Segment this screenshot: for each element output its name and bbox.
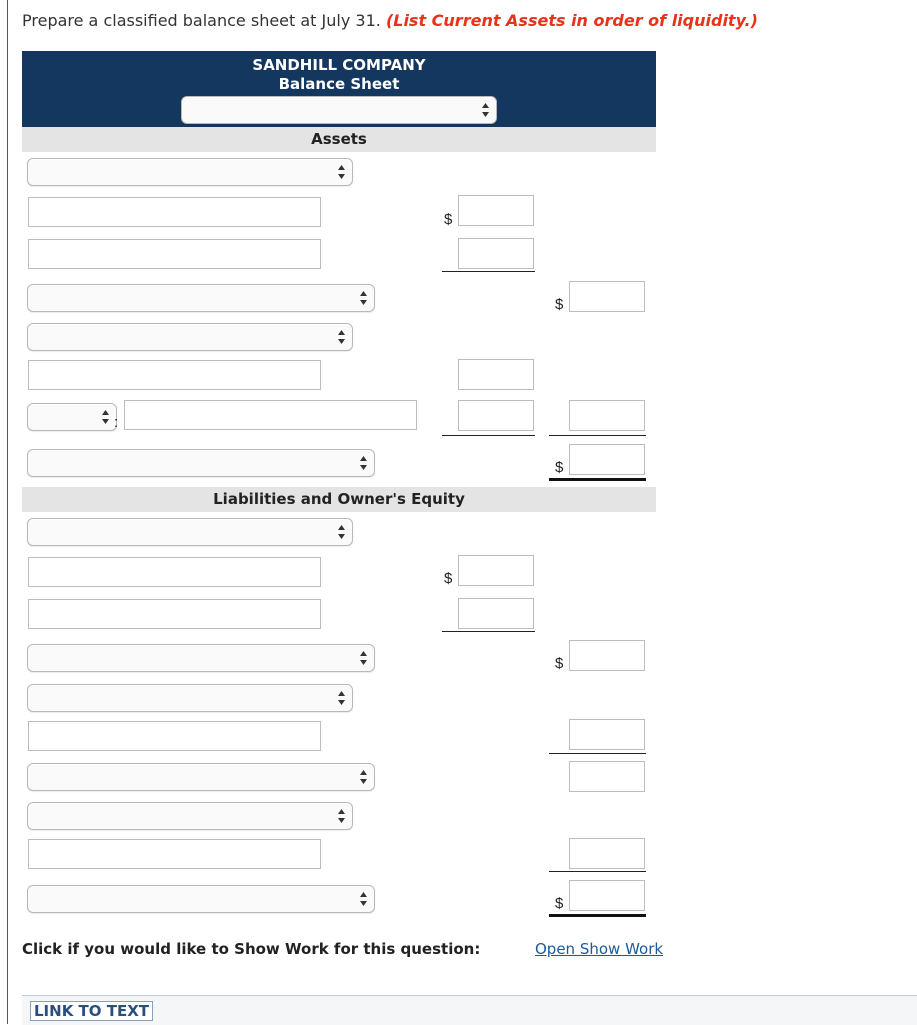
open-show-work-link[interactable]: Open Show Work — [535, 940, 664, 958]
account-name-input[interactable] — [28, 197, 321, 227]
instruction — [22, 11, 758, 30]
subtotal-rule — [442, 271, 535, 272]
equity-category-select[interactable] — [27, 684, 353, 712]
line-item-select[interactable] — [27, 763, 375, 791]
select-arrows-icon — [359, 290, 368, 306]
select-arrows-icon — [481, 102, 490, 118]
amount-input[interactable] — [458, 238, 534, 269]
subtotal-rule — [442, 631, 535, 632]
net-amount-input[interactable] — [569, 400, 645, 431]
select-arrows-icon — [359, 891, 368, 907]
double-total-rule — [549, 914, 646, 917]
double-total-rule — [549, 478, 646, 481]
amount-input[interactable] — [458, 359, 534, 390]
balance-sheet-header — [22, 51, 656, 127]
amount-input[interactable] — [458, 195, 534, 226]
account-name-input[interactable] — [28, 239, 321, 269]
dollar-sign: $ — [555, 296, 564, 313]
dollar-sign: $ — [444, 570, 453, 587]
amount-input[interactable] — [458, 400, 534, 431]
dollar-sign: $ — [555, 655, 564, 672]
instruction-text: Prepare a classified balance sheet at July 31. — [22, 11, 381, 30]
amount-input[interactable] — [458, 555, 534, 586]
footer-bar — [22, 995, 917, 1025]
show-work-prompt: Click if you would like to Show Work for this question: — [22, 940, 481, 958]
frame-border — [7, 0, 8, 1024]
total-assets-input[interactable] — [569, 444, 645, 475]
total-liabilities-equity-input[interactable] — [569, 880, 645, 911]
account-name-input[interactable] — [28, 360, 321, 390]
select-arrows-icon — [337, 690, 346, 706]
total-amount-input[interactable] — [569, 281, 645, 312]
less-select[interactable] — [27, 403, 117, 431]
account-name-input[interactable] — [28, 839, 321, 869]
amount-input[interactable] — [458, 598, 534, 629]
select-arrows-icon — [359, 650, 368, 666]
amount-input[interactable] — [569, 719, 645, 750]
select-arrows-icon — [359, 769, 368, 785]
total-amount-input[interactable] — [569, 640, 645, 671]
account-name-input[interactable] — [28, 721, 321, 751]
dollar-sign: $ — [555, 895, 564, 912]
asset-category-select[interactable] — [27, 158, 353, 186]
contra-account-input[interactable] — [124, 400, 417, 430]
company-name: SANDHILL COMPANY — [252, 56, 426, 74]
date-select[interactable] — [181, 96, 497, 124]
section-liabilities-equity: Liabilities and Owner's Equity — [22, 487, 656, 512]
select-arrows-icon — [337, 808, 346, 824]
total-label-select[interactable] — [27, 644, 375, 672]
instruction-hint: (List Current Assets in order of liquidity.) — [385, 11, 758, 30]
subtotal-rule — [442, 435, 535, 436]
subtotal-rule — [549, 871, 646, 872]
liability-category-select[interactable] — [27, 518, 353, 546]
account-name-input[interactable] — [28, 557, 321, 587]
select-arrows-icon — [359, 455, 368, 471]
line-item-select[interactable] — [27, 802, 353, 830]
link-to-text-button[interactable]: LINK TO TEXT — [30, 1001, 153, 1021]
asset-category-select[interactable] — [27, 323, 353, 351]
amount-input[interactable] — [569, 838, 645, 869]
statement-title: Balance Sheet — [278, 75, 400, 93]
dollar-sign: $ — [444, 211, 453, 228]
account-name-input[interactable] — [28, 599, 321, 629]
section-assets: Assets — [22, 127, 656, 152]
select-arrows-icon — [337, 524, 346, 540]
amount-input[interactable] — [569, 761, 645, 792]
select-arrows-icon — [337, 329, 346, 345]
colon-separator: : — [114, 414, 119, 431]
subtotal-rule — [549, 435, 646, 436]
total-label-select[interactable] — [27, 284, 375, 312]
select-arrows-icon — [337, 164, 346, 180]
select-arrows-icon — [101, 409, 110, 425]
total-assets-select[interactable] — [27, 449, 375, 477]
subtotal-rule — [549, 753, 646, 754]
total-liabilities-equity-select[interactable] — [27, 885, 375, 913]
dollar-sign: $ — [555, 459, 564, 476]
